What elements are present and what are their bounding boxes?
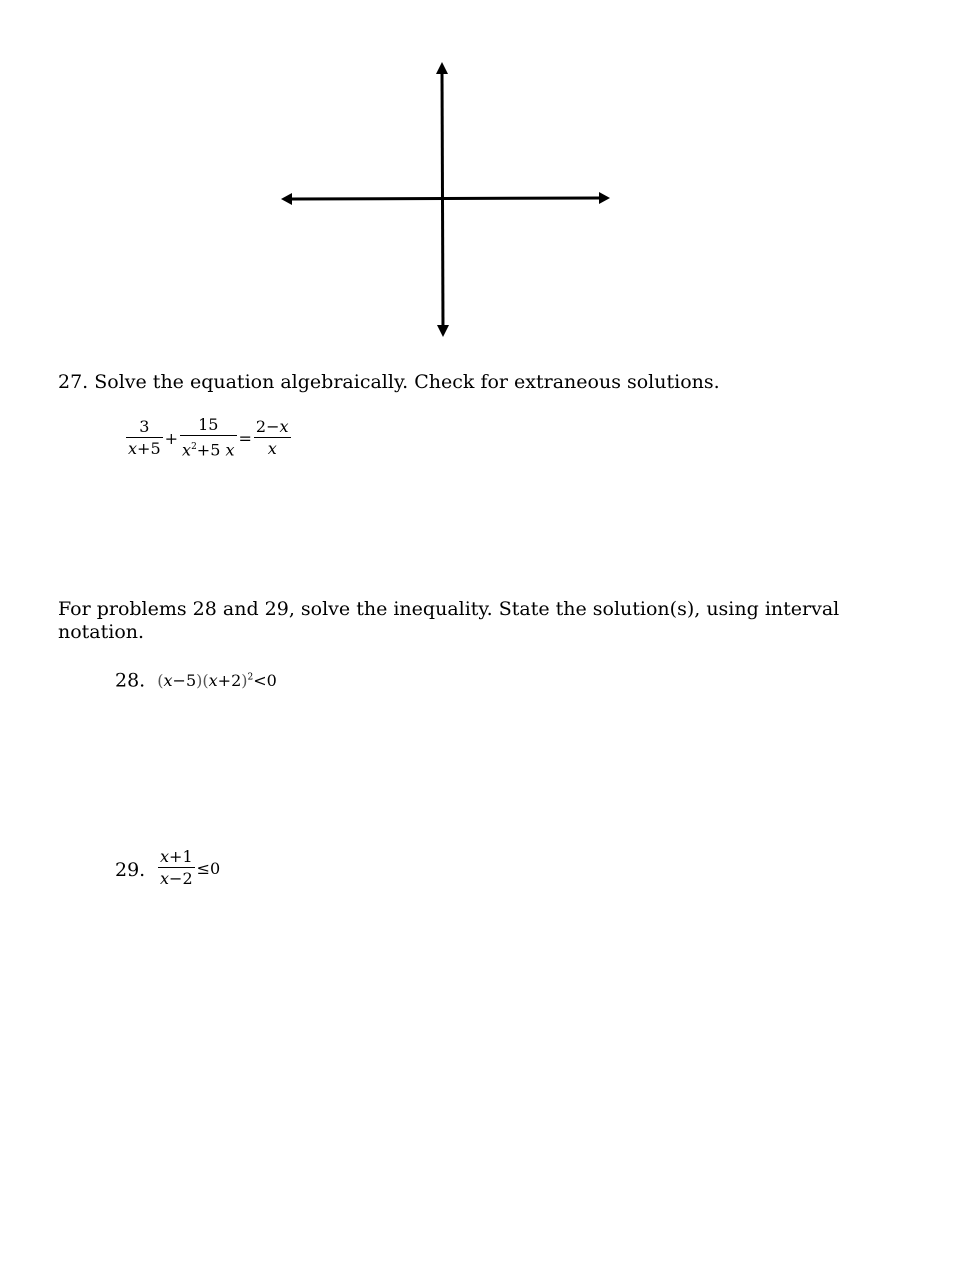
fraction-term-1: $\frac{3}{x+5}$	[128, 416, 161, 458]
x-axis	[290, 198, 600, 199]
less-or-equal-zero: ≤0	[196, 859, 221, 878]
y-axis-up-arrow	[436, 62, 448, 74]
fraction-term-2: $\frac{15}{x^2+5 x}$	[182, 415, 235, 460]
problem-28-number: 28.	[115, 669, 146, 692]
y-axis-down-arrow	[437, 325, 449, 337]
y-axis	[442, 71, 443, 329]
problem-28-inequality: $(x-5)(x+2)^2<0$	[157, 671, 277, 691]
x-axis-right-arrow	[599, 192, 610, 204]
problem-27-equation	[126, 415, 291, 461]
fraction-term-3: $\frac{2-x}{x}$	[255, 416, 289, 458]
problem-28	[115, 667, 277, 692]
instructions-line-2: notation.	[58, 621, 145, 643]
instructions-line-1: For problems 28 and 29, solve the inequality. State the solution(s), using interval	[58, 598, 840, 620]
x-axis-left-arrow	[281, 193, 292, 205]
coordinate-axes	[270, 55, 620, 345]
equals-sign: =	[238, 428, 252, 448]
problem-27-prompt: 27. Solve the equation algebraically. Check for extraneous solutions.	[58, 371, 720, 393]
problem-29-number: 29.	[115, 859, 146, 881]
problem-29-fraction: $\frac{x+1}{x-2}$	[160, 847, 193, 888]
problem-29-inequality	[158, 847, 222, 890]
plus-sign: +	[164, 428, 179, 448]
